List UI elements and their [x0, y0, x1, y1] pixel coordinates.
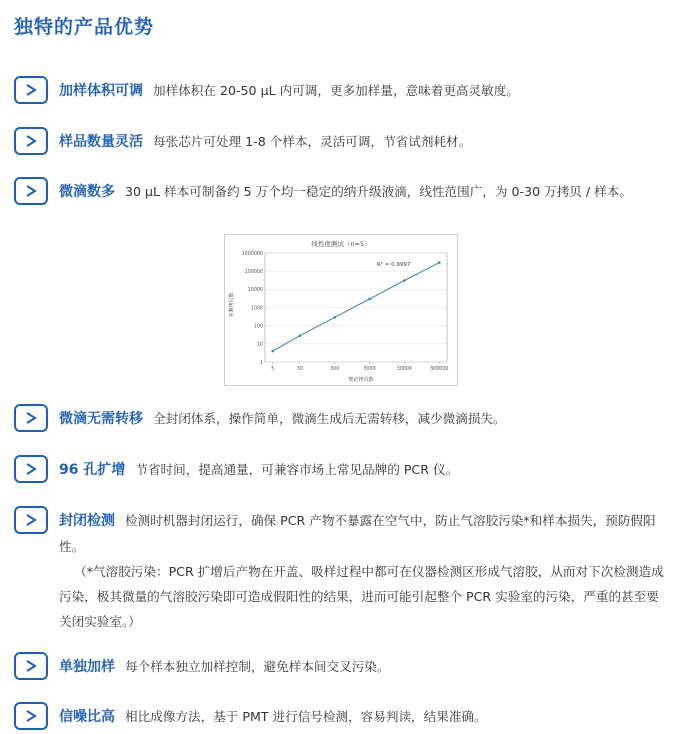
feature-no-transfer [14, 404, 670, 432]
feature-title: 96 孔扩增 [59, 462, 126, 478]
feature-desc: 节省时间，提高通量，可兼容市场上常见品牌的 PCR 仪。 [135, 462, 459, 477]
feature-desc: 检测时机器封闭运行，确保 PCR 产物不暴露在空气中，防止气溶胶污染*和样本损失，预防假阳性。 [59, 513, 656, 554]
feature-sample-flexible [14, 127, 670, 155]
feature-desc: 每个样本独立加样控制，避免样本间交叉污染。 [125, 659, 390, 674]
feature-desc: 30 μL 样本可制备约 5 万个均一稳定的纳升级液滴，线性范围广，为 0-30 万拷贝 / 样本。 [125, 184, 632, 199]
chevron-right-icon [14, 702, 48, 730]
x-tick-label: 30 [296, 367, 303, 372]
feature-title: 单独加样 [59, 659, 115, 675]
data-point [333, 316, 336, 319]
y-tick-label: 1000 [250, 306, 263, 312]
x-tick-label: 5 [271, 367, 275, 372]
y-tick-label: 100000 [244, 269, 263, 275]
feature-title: 加样体积可调 [59, 83, 143, 99]
feature-title: 信噪比高 [59, 709, 115, 725]
feature-title: 封闭检测 [59, 513, 115, 529]
chevron-right-icon [14, 404, 48, 432]
chart-annotation: R² = 0.9997 [377, 262, 411, 268]
chevron-right-icon [14, 455, 48, 483]
chevron-right-icon [14, 652, 48, 680]
feature-desc: 加样体积在 20-50 μL 内可调，更多加样量，意味着更高灵敏度。 [153, 83, 519, 98]
feature-desc: 相比成像方法，基于 PMT 进行信号检测，容易判读，结果准确。 [125, 709, 487, 724]
series-line [273, 263, 440, 352]
data-point [403, 279, 406, 282]
feature-many-droplets [14, 177, 670, 205]
data-point [271, 350, 274, 353]
feature-desc: 全封闭体系，操作简单，微滴生成后无需转移，减少微滴损失。 [153, 411, 506, 426]
chart-y-label: 实测拷贝数 [229, 292, 235, 318]
feature-96-well [14, 455, 670, 483]
chevron-right-icon [14, 76, 48, 104]
feature-closed-detection [14, 506, 670, 634]
x-tick-label: 300 [330, 367, 340, 372]
feature-title: 微滴数多 [59, 184, 115, 200]
y-tick-label: 10 [256, 342, 263, 348]
y-tick-label: 1000000 [241, 251, 263, 257]
chevron-right-icon [14, 177, 48, 205]
data-point [438, 261, 441, 264]
feature-individual-loading [14, 652, 670, 680]
linearity-chart-svg [225, 235, 457, 385]
feature-note: （*气溶胶污染：PCR 扩增后产物在开盖、吸样过程中都可在仪器检测区形成气溶胶，从而对下次检测造成污染，极其微量的气溶胶污染即可造成假阳性的结果，进而可能引起整个 PCR 实验室的污染，严重的甚至要关闭实验室。） [59, 564, 664, 629]
feature-title: 微滴无需转移 [59, 411, 143, 427]
y-tick-label: 100 [253, 324, 263, 330]
chevron-right-icon [14, 506, 48, 534]
x-tick-label: 30000 [396, 367, 413, 372]
data-point [299, 334, 302, 337]
chart-x-label: 理论拷贝数 [348, 377, 374, 383]
chart-title: 线性度测试（n=5） [311, 240, 371, 248]
x-tick-label: 300000 [430, 367, 449, 372]
y-tick-label: 1 [259, 360, 263, 366]
page-title: 独特的产品优势 [14, 16, 155, 38]
feature-volume-adjustable [14, 76, 670, 104]
y-tick-label: 10000 [247, 288, 263, 294]
chevron-right-icon [14, 127, 48, 155]
x-tick-label: 3000 [363, 367, 376, 372]
feature-high-snr [14, 702, 670, 730]
feature-desc: 每张芯片可处理 1-8 个样本，灵活可调，节省试剂耗材。 [153, 134, 472, 149]
linearity-chart [224, 234, 458, 386]
feature-title: 样品数量灵活 [59, 134, 143, 150]
data-point [368, 298, 371, 301]
